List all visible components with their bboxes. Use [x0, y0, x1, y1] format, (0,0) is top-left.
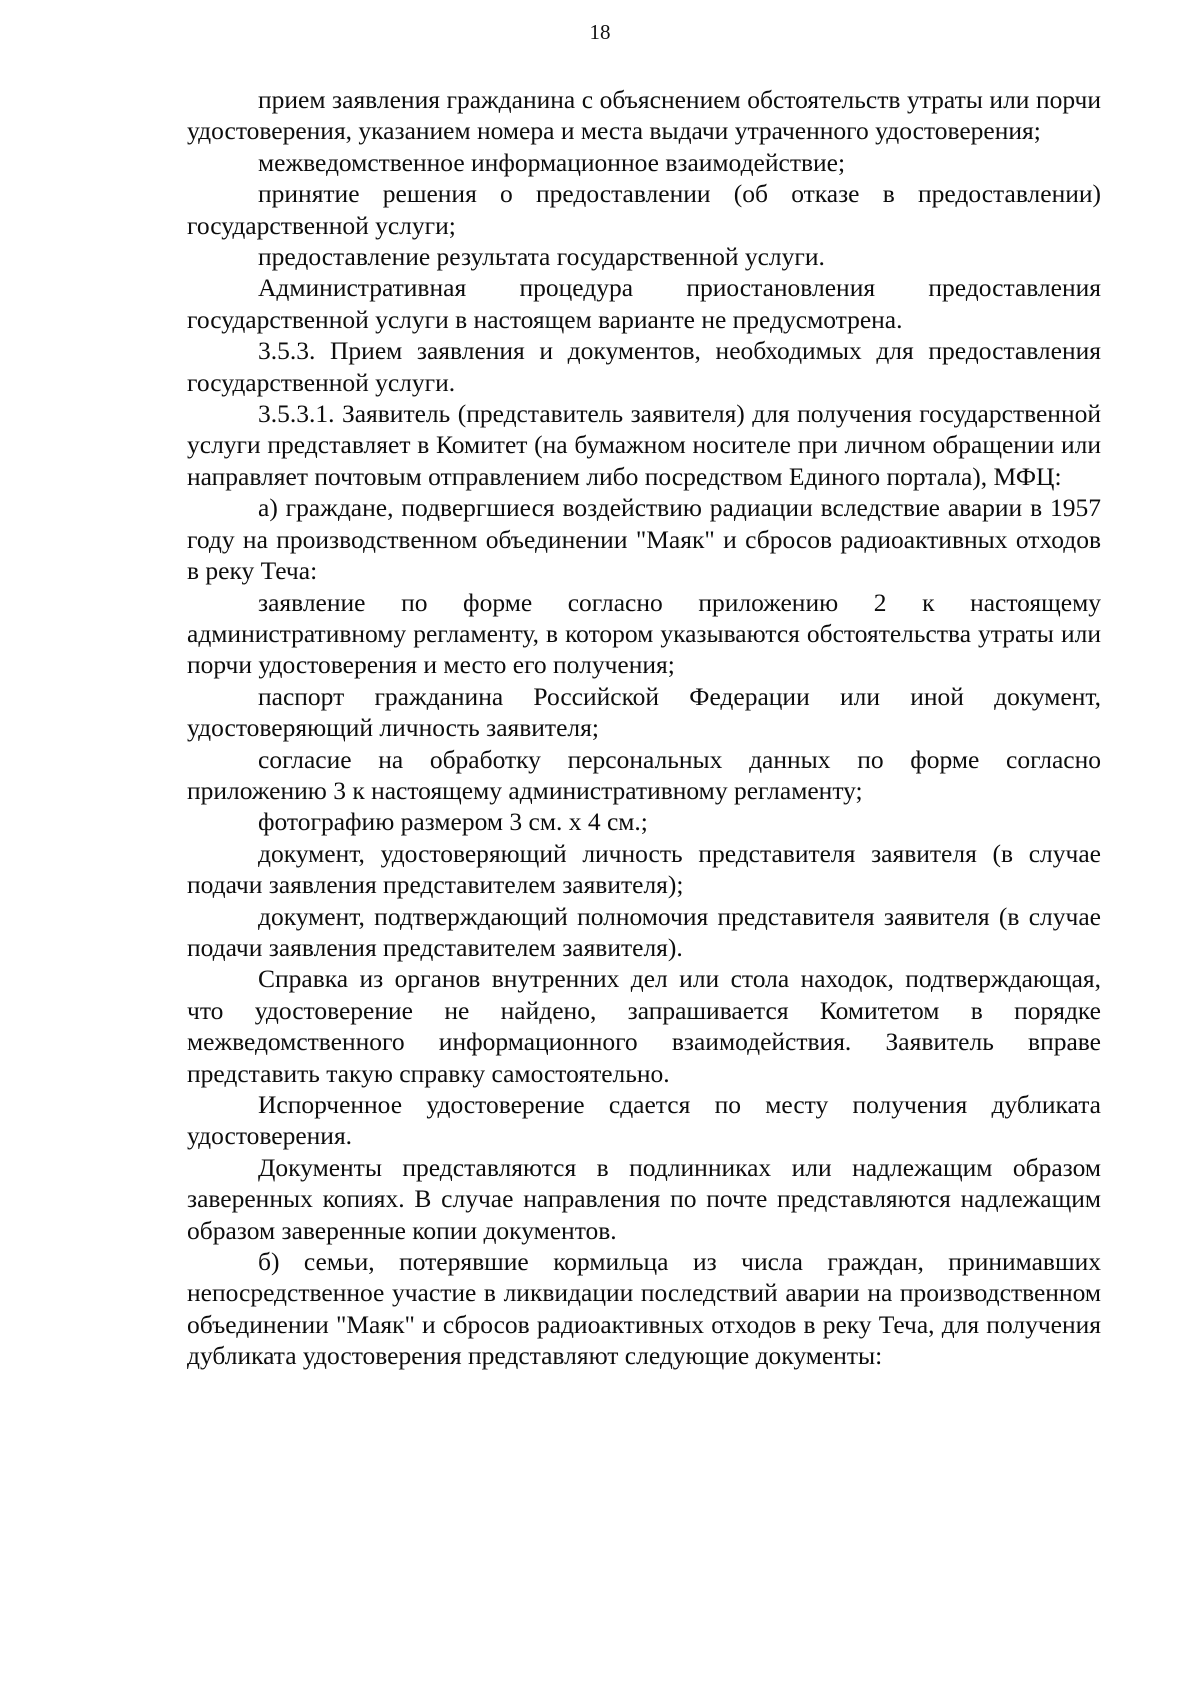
paragraph-representative-authority: документ, подтверждающий полномочия представителя заявителя (в случае подачи заявления представителем заявителя).	[187, 901, 1101, 962]
paragraph-section-3-5-3: 3.5.3. Прием заявления и документов, необходимых для предоставления государственной услуги.	[187, 336, 1101, 397]
paragraph-result-provision: предоставление результата государственной услуги.	[258, 242, 825, 272]
paragraph-application-intake: прием заявления гражданина с объяснением обстоятельств утраты или порчи удостоверения, указанием номера и места выдачи утраченного удостоверения;	[187, 85, 1101, 146]
page-number: 18	[589, 20, 611, 44]
paragraph-passport: паспорт гражданина Российской Федерации или иной документ, удостоверяющий личность заявителя;	[187, 681, 1101, 743]
paragraph-application-form: заявление по форме согласно приложению 2 к настоящему административному регламенту, в котором указываются обстоятельства утраты или порчи удостоверения и место его получения;	[187, 587, 1101, 680]
paragraph-section-3-5-3-1: 3.5.3.1. Заявитель (представитель заявителя) для получения государственной услуги представляет в Комитет (на бумажном носителе при личном обращении или направляет почтовым отправлением либо посредством Единого портала), МФЦ:	[187, 399, 1101, 491]
paragraph-consent: согласие на обработку персональных данных по форме согласно приложению 3 к настоящему административному регламенту;	[187, 744, 1101, 805]
paragraph-photo: фотографию размером 3 см. х 4 см.;	[258, 807, 648, 837]
paragraph-damaged-certificate: Испорченное удостоверение сдается по месту получения дубликата удостоверения.	[187, 1090, 1101, 1151]
document-body	[187, 84, 1101, 1372]
paragraph-representative-id: документ, удостоверяющий личность представителя заявителя (в случае подачи заявления представителем заявителя);	[187, 838, 1101, 900]
paragraph-document-copies: Документы представляются в подлинниках или надлежащим образом заверенных копиях. В случае направления по почте представляются надлежащим образом заверенные копии документов.	[187, 1152, 1101, 1245]
paragraph-item-a: а) граждане, подвергшиеся воздействию радиации вследствие аварии в 1957 году на производственном объединении "Маяк" и сбросов радиоактивных отходов в реку Теча:	[187, 493, 1101, 586]
paragraph-suspension-procedure: Административная процедура приостановления предоставления государственной услуги в настоящем варианте не предусмотрена.	[187, 273, 1101, 334]
paragraph-certificate-request: Справка из органов внутренних дел или стола находок, подтверждающая, что удостоверение не найдено, запрашивается Комитетом в порядке межведомственного информационного взаимодействия. Заявитель вправе представить такую справку самостоятельно.	[187, 964, 1101, 1088]
paragraph-decision: принятие решения о предоставлении (об отказе в предоставлении) государственной услуги;	[187, 179, 1101, 240]
paragraph-interagency-interaction: межведомственное информационное взаимодействие;	[258, 147, 846, 177]
paragraph-item-b: б) семьи, потерявшие кормильца из числа граждан, принимавших непосредственное участие в ликвидации последствий аварии на производственном объединении "Маяк" и сбросов радиоактивных отходов в реку Теча, для получения дубликата удостоверения представляют следующие документы:	[187, 1247, 1101, 1371]
